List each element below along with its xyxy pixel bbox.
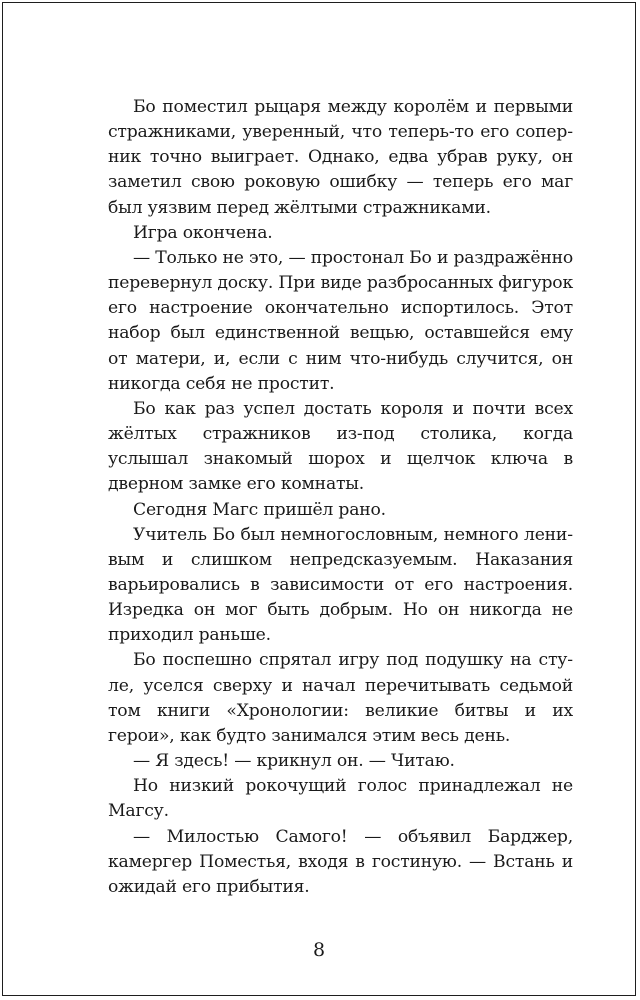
paragraph: Но низкий рокочущий голос принадлежал не Магсу. [108, 776, 573, 822]
paragraph: Бо поспешно спрятал игру под подушку на стуле, уселся сверху и начал перечитывать седьмой том книги «Хронологии: великие битвы и их герои», как будто занимался этим весь день. [108, 650, 573, 746]
body-text [108, 95, 573, 900]
paragraph: — Я здесь! — крикнул он. — Читаю. [133, 751, 455, 772]
paragraph: — Только не это, — простонал Бо и раздражённо перевернул доску. При виде разбросанных фигурок его настроение окончательно испортилось. Этот набор был единственной вещью, оставшейся ему от матери, и, если с ним что-нибудь случится, он никогда себя не простит. [108, 247, 573, 394]
book-page [2, 2, 636, 996]
paragraph: Игра окончена. [133, 222, 273, 243]
paragraph: Сегодня Магс пришёл рано. [133, 499, 386, 520]
paragraph: Учитель Бо был немногословным, немного ленивым и слишком непредсказуемым. Наказания варьировались в зависимости от его настроения. Изредка он мог быть добрым. Но он никогда не приходил раньше. [108, 524, 573, 646]
paragraph: Бо поместил рыцаря между королём и первыми стражниками, уверенный, что теперь-то его соперник точно выиграет. Однако, едва убрав руку, он заметил свою роковую ошибку — теперь его маг был уязвим перед жёлтыми стражниками. [108, 97, 573, 218]
paragraph: — Милостью Самого! — объявил Барджер, камергер Поместья, входя в гостиную. — Встань и ожидай его прибытия. [108, 826, 573, 897]
paragraph: Бо как раз успел достать короля и почти всех жёлтых стражников из-под столика, когда услышал знакомый шорох и щелчок ключа в дверном замке его комнаты. [108, 398, 573, 495]
page-number: 8 [312, 939, 326, 961]
